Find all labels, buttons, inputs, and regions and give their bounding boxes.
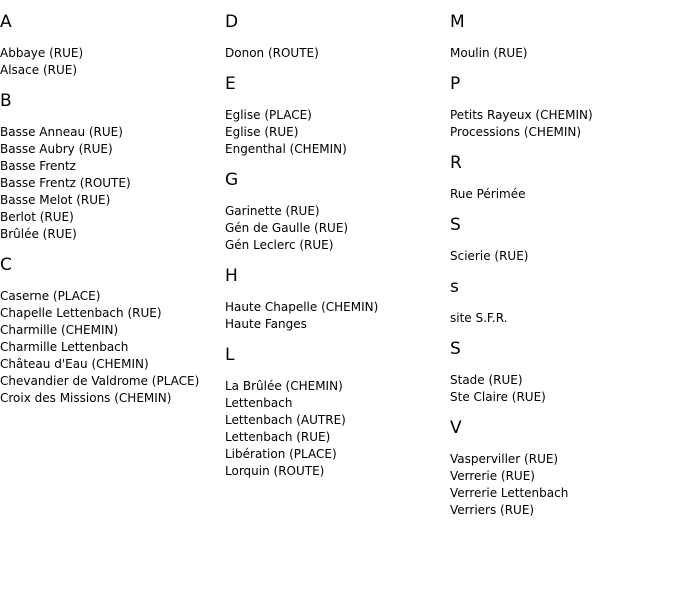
street-list-item: Berlot (RUE) <box>0 210 74 224</box>
group-letter-heading: V <box>450 418 462 438</box>
street-column-1 <box>0 12 222 419</box>
group-letter-heading: E <box>225 74 236 94</box>
street-list-item: Basse Aubry (RUE) <box>0 142 113 156</box>
street-list <box>450 451 672 519</box>
letter-group <box>450 339 672 406</box>
street-list-item: Processions (CHEMIN) <box>450 125 582 139</box>
letter-group <box>450 12 672 62</box>
street-list <box>225 45 447 62</box>
group-letter-heading: S <box>450 339 461 359</box>
street-column-2 <box>225 12 447 492</box>
street-list <box>450 45 672 62</box>
street-list-item: Chevandier de Valdrome (PLACE) <box>0 374 200 388</box>
letter-group <box>0 12 222 79</box>
street-list-item: Gén Leclerc (RUE) <box>225 238 334 252</box>
street-list <box>225 203 447 254</box>
street-list-item: Stade (RUE) <box>450 373 523 387</box>
street-list <box>0 45 222 79</box>
street-list-item: Croix des Missions (CHEMIN) <box>0 391 172 405</box>
street-list-item: Chapelle Lettenbach (RUE) <box>0 306 162 320</box>
letter-group <box>450 215 672 265</box>
letter-group <box>225 170 447 254</box>
street-list-item: Lettenbach (AUTRE) <box>225 413 346 427</box>
street-list-item: Basse Melot (RUE) <box>0 193 111 207</box>
street-list-item: Lettenbach <box>225 396 293 410</box>
group-letter-heading: G <box>225 170 239 190</box>
street-list-item: Rue Périmée <box>450 187 526 201</box>
letter-group <box>0 91 222 243</box>
group-letter-heading: A <box>0 12 12 32</box>
group-letter-heading: C <box>0 255 12 275</box>
street-list-item: Verrerie (RUE) <box>450 469 535 483</box>
street-list <box>0 124 222 243</box>
group-letter-heading: B <box>0 91 12 111</box>
street-list <box>450 310 672 327</box>
group-letter-heading: R <box>450 153 462 173</box>
street-list-item: site S.F.R. <box>450 311 508 325</box>
letter-group <box>450 74 672 141</box>
street-list-item: Abbaye (RUE) <box>0 46 84 60</box>
street-list-item: Charmille (CHEMIN) <box>0 323 119 337</box>
letter-group <box>225 74 447 158</box>
street-list-item: Donon (ROUTE) <box>225 46 319 60</box>
letter-group <box>450 418 672 519</box>
street-list-item: Engenthal (CHEMIN) <box>225 142 347 156</box>
street-list-item: Eglise (RUE) <box>225 125 299 139</box>
street-list-item: Garinette (RUE) <box>225 204 320 218</box>
street-list-item: Moulin (RUE) <box>450 46 528 60</box>
street-column-3 <box>450 12 672 531</box>
street-list-item: Basse Anneau (RUE) <box>0 125 123 139</box>
letter-group <box>225 266 447 333</box>
group-letter-heading: M <box>450 12 465 32</box>
street-list-item: Vasperviller (RUE) <box>450 452 559 466</box>
street-list-item: Ste Claire (RUE) <box>450 390 546 404</box>
street-list-item: La Brûlée (CHEMIN) <box>225 379 343 393</box>
street-list <box>225 378 447 480</box>
street-list-item: Brûlée (RUE) <box>0 227 77 241</box>
group-letter-heading: S <box>450 215 461 235</box>
street-list-item: Scierie (RUE) <box>450 249 529 263</box>
street-list-item: Verrerie Lettenbach <box>450 486 569 500</box>
street-list-item: Caserne (PLACE) <box>0 289 101 303</box>
letter-group <box>225 12 447 62</box>
letter-group <box>0 255 222 407</box>
letter-group <box>225 345 447 480</box>
street-list <box>450 372 672 406</box>
street-list <box>225 107 447 158</box>
group-letter-heading: D <box>225 12 239 32</box>
street-list <box>450 186 672 203</box>
group-letter-heading: L <box>225 345 235 365</box>
street-list-item: Gén de Gaulle (RUE) <box>225 221 349 235</box>
street-list-item: Petits Rayeux (CHEMIN) <box>450 108 593 122</box>
letter-group <box>450 277 672 327</box>
street-list-item: Eglise (PLACE) <box>225 108 312 122</box>
street-list-item: Basse Frentz <box>0 159 76 173</box>
street-list-item: Haute Chapelle (CHEMIN) <box>225 300 379 314</box>
street-list-item: Charmille Lettenbach <box>0 340 129 354</box>
street-list <box>450 107 672 141</box>
street-list-item: Haute Fanges <box>225 317 307 331</box>
street-list <box>450 248 672 265</box>
group-letter-heading: H <box>225 266 238 286</box>
street-list-item: Alsace (RUE) <box>0 63 78 77</box>
street-list-item: Libération (PLACE) <box>225 447 337 461</box>
street-list <box>225 299 447 333</box>
street-list-item: Basse Frentz (ROUTE) <box>0 176 131 190</box>
street-list-item: Lorquin (ROUTE) <box>225 464 325 478</box>
street-list <box>0 288 222 407</box>
street-list-item: Château d'Eau (CHEMIN) <box>0 357 149 371</box>
group-letter-heading: s <box>450 277 459 297</box>
letter-group <box>450 153 672 203</box>
group-letter-heading: P <box>450 74 461 94</box>
street-list-item: Verriers (RUE) <box>450 503 535 517</box>
street-list-item: Lettenbach (RUE) <box>225 430 331 444</box>
